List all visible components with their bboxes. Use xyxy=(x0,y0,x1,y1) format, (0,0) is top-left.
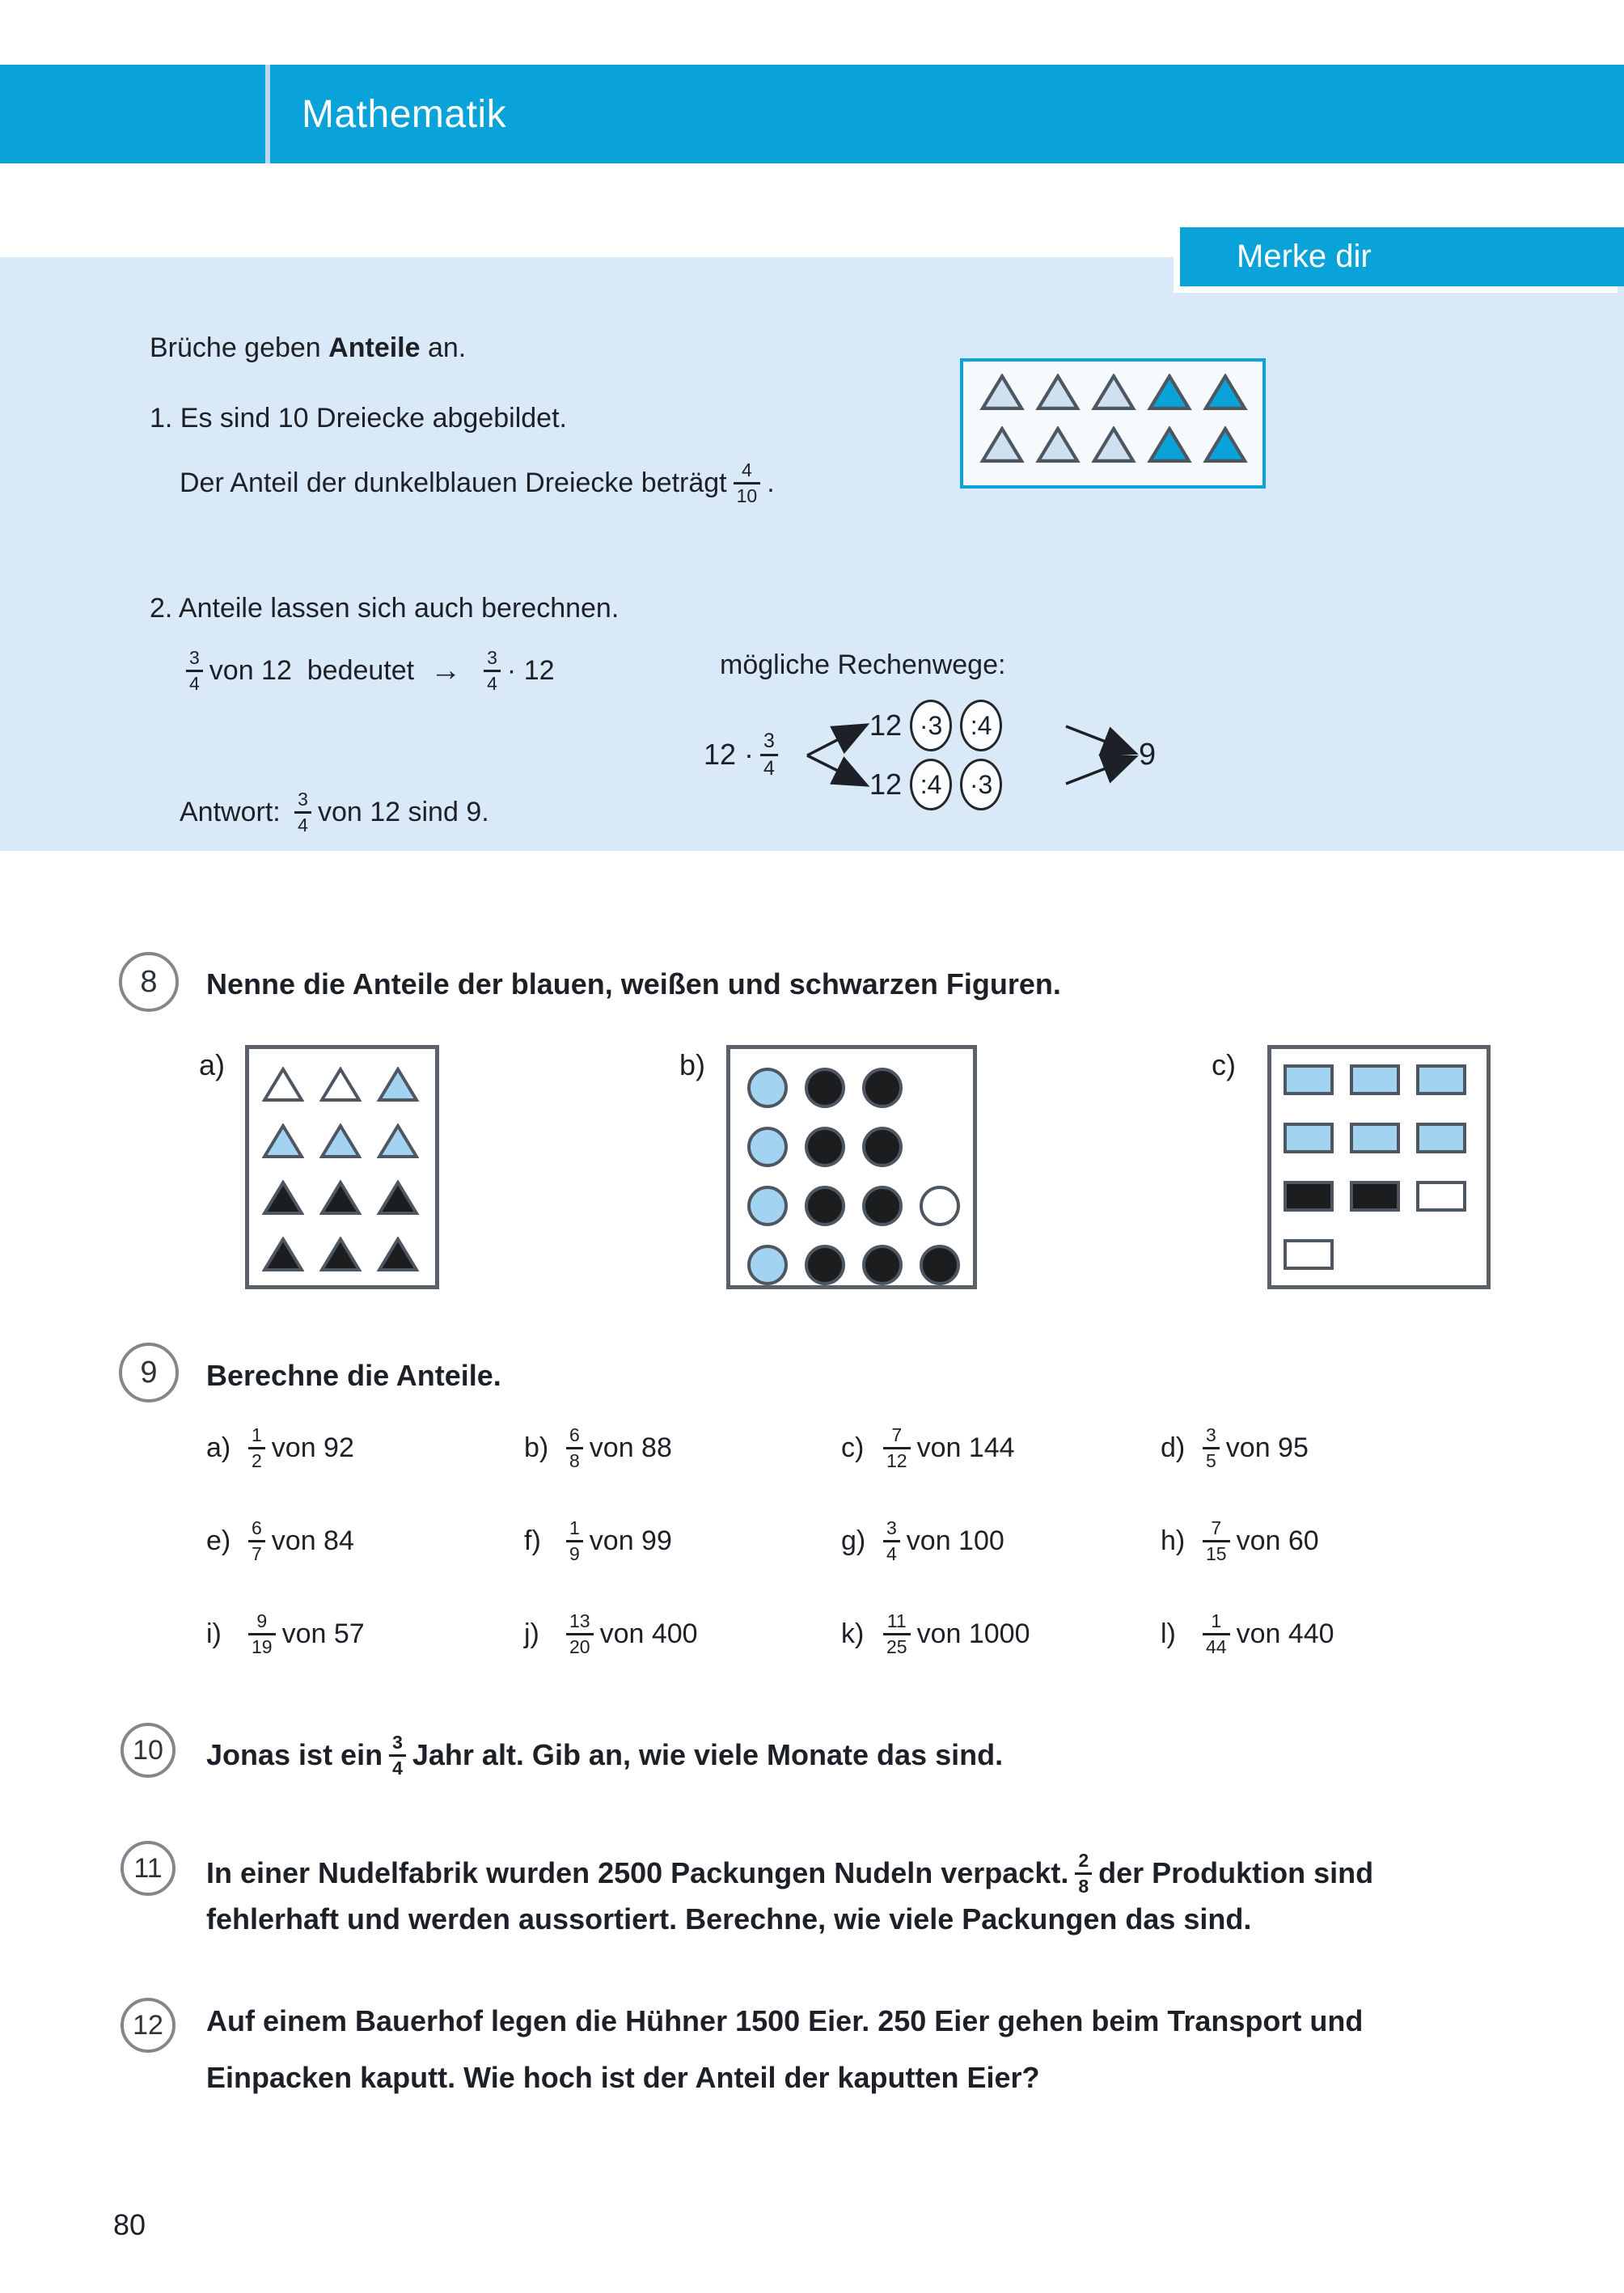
item-label: f) xyxy=(524,1525,541,1556)
figure-box-c xyxy=(1267,1045,1491,1289)
figure-box-b xyxy=(726,1045,977,1289)
figure-row xyxy=(1284,1064,1487,1095)
item-text: von 400 xyxy=(599,1618,698,1649)
exercise-10-text: Jonas ist ein $\frac{3}{4}$ Jahr alt. Gib an, wie viele Monate das sind. xyxy=(206,1731,1004,1779)
circle-shape xyxy=(747,1127,788,1167)
item-text: von 1000 xyxy=(916,1618,1030,1649)
operation-bubble: :4 xyxy=(910,759,952,810)
fraction: $\frac{3}{4}$ xyxy=(186,649,203,693)
fraction: $\frac{3}{5}$ xyxy=(1203,1426,1220,1470)
page-title xyxy=(302,65,506,163)
fraction-task-item xyxy=(524,1426,841,1470)
rect-shape xyxy=(1284,1239,1334,1270)
triangle-shape xyxy=(319,1067,362,1102)
triangle-shape xyxy=(1035,426,1081,463)
figure-c-label: c) xyxy=(1212,1048,1236,1081)
figure-row xyxy=(1284,1123,1487,1153)
item-label: i) xyxy=(206,1618,222,1649)
rect-shape xyxy=(1350,1181,1400,1212)
arrow-right-icon: → xyxy=(430,653,462,687)
fraction-task-item xyxy=(524,1612,841,1656)
item-label: a) xyxy=(206,1432,231,1463)
figure-row xyxy=(262,1237,435,1272)
triangle-shape xyxy=(319,1123,362,1159)
diagram-result: 9 xyxy=(1139,737,1157,772)
item-text: von 84 xyxy=(271,1525,354,1556)
exercise-8-title: Nenne die Anteile der blauen, weißen und schwarzen Figuren. xyxy=(206,967,1061,1001)
fraction-task-item xyxy=(841,1519,1161,1563)
fraction-task-item xyxy=(206,1426,524,1470)
exercise-8-number: 8 xyxy=(119,952,179,1012)
triangle-shape xyxy=(319,1237,362,1272)
circle-shape xyxy=(920,1245,960,1285)
figure-row xyxy=(747,1068,973,1108)
triangle-shape xyxy=(262,1237,304,1272)
figure-b-label: b) xyxy=(679,1048,706,1081)
calculation-diagram xyxy=(704,694,1173,815)
header-bar xyxy=(0,65,1624,163)
triangle-shape xyxy=(262,1123,304,1159)
merke-dir-badge xyxy=(1180,227,1624,286)
triangle-shape xyxy=(319,1180,362,1216)
circle-shape xyxy=(747,1068,788,1108)
fraction: $\frac{6}{7}$ xyxy=(248,1519,265,1563)
item-label: k) xyxy=(841,1618,865,1649)
circle-shape xyxy=(920,1186,960,1226)
circle-shape xyxy=(805,1068,845,1108)
figure-row xyxy=(262,1067,435,1102)
exercise-12-line-2: Einpacken kaputt. Wie hoch ist der Anteil der kaputten Eier? xyxy=(206,2061,1040,2094)
figure-row xyxy=(747,1127,973,1167)
item-label: e) xyxy=(206,1525,231,1556)
fraction: $\frac{13}{20}$ xyxy=(566,1612,594,1656)
antwort-line: Antwort: $\frac{3}{4}$ von 12 sind 9. xyxy=(180,788,489,836)
item-label: g) xyxy=(841,1525,866,1556)
fraction: $\frac{3}{4}$ xyxy=(760,731,778,779)
item-text: von 100 xyxy=(906,1525,1004,1556)
triangle-row xyxy=(979,374,1262,411)
figure-box-a xyxy=(245,1045,439,1289)
fraction: $\frac{7}{12}$ xyxy=(883,1426,911,1470)
triangle-example-box xyxy=(960,358,1266,489)
fraction-task-item xyxy=(841,1612,1161,1656)
diagram-start-term: 12 · $\frac{3}{4}$ xyxy=(704,694,785,815)
triangle-shape xyxy=(377,1123,419,1159)
triangle-shape xyxy=(1203,374,1248,411)
triangle-shape xyxy=(377,1067,419,1102)
triangle-shape xyxy=(262,1067,304,1102)
fraction-task-item xyxy=(1161,1426,1605,1470)
exercise-12-number: 12 xyxy=(121,1998,176,2053)
exercise-10-number: 10 xyxy=(121,1723,176,1778)
fraction-task-item xyxy=(1161,1519,1605,1563)
item-text: von 88 xyxy=(589,1432,672,1463)
exercise-11-line-1: In einer Nudelfabrik wurden 2500 Packungen Nudeln verpackt. $\frac{2}{8}$ der Produktion sind xyxy=(206,1849,1374,1897)
rect-shape xyxy=(1284,1181,1334,1212)
fraction-task-item xyxy=(524,1519,841,1563)
diagram-bottom-path: 12 :4 ·3 xyxy=(869,758,1002,811)
triangle-shape xyxy=(979,426,1025,463)
rect-shape xyxy=(1284,1064,1334,1095)
rect-shape xyxy=(1350,1064,1400,1095)
exercise-9-items xyxy=(206,1402,1605,1681)
page-number: 80 xyxy=(113,2208,146,2241)
fraction: $\frac{2}{8}$ xyxy=(1075,1851,1092,1896)
operation-bubble: ·3 xyxy=(910,700,952,751)
circle-shape xyxy=(862,1186,903,1226)
merke-intro: Brüche geben Anteile an. xyxy=(150,332,467,363)
exercise-12-line-1: Auf einem Bauerhof legen die Hühner 1500 Eier. 250 Eier gehen beim Transport und xyxy=(206,2004,1364,2037)
fraction: $\frac{3}{4}$ xyxy=(294,790,311,835)
circle-shape xyxy=(862,1245,903,1285)
fraction: $\frac{1}{2}$ xyxy=(248,1426,265,1470)
page-title-text: Mathematik xyxy=(302,92,507,136)
fraction: $\frac{3}{4}$ xyxy=(389,1733,406,1778)
circle-shape xyxy=(747,1245,788,1285)
merke-point-1b: Der Anteil der dunkelblauen Dreiecke beträgt $\frac{4}{10}$ . xyxy=(180,459,775,506)
figure-a-label: a) xyxy=(199,1048,226,1081)
item-text: von 92 xyxy=(271,1432,354,1463)
circle-shape xyxy=(747,1186,788,1226)
triangle-shape xyxy=(1091,426,1136,463)
exercise-11-line-2: fehlerhaft und werden aussortiert. Berechne, wie viele Packungen das sind. xyxy=(206,1902,1252,1936)
triangle-shape xyxy=(262,1180,304,1216)
triangle-shape xyxy=(1147,374,1192,411)
merke-dir-label: Merke dir xyxy=(1237,239,1372,274)
fraction: $\frac{3}{4}$ xyxy=(484,649,501,693)
triangle-shape xyxy=(1091,374,1136,411)
item-label: d) xyxy=(1161,1432,1186,1463)
fraction: $\frac{1}{44}$ xyxy=(1203,1612,1230,1656)
merke-point-1: 1. Es sind 10 Dreiecke abgebildet. xyxy=(150,403,567,434)
item-text: von 440 xyxy=(1236,1618,1334,1649)
header-divider xyxy=(265,65,270,163)
rect-shape xyxy=(1416,1123,1466,1153)
triangle-shape xyxy=(1147,426,1192,463)
rect-shape xyxy=(1416,1064,1466,1095)
fraction: $\frac{9}{19}$ xyxy=(248,1612,276,1656)
exercise-9-title: Berechne die Anteile. xyxy=(206,1359,501,1392)
operation-bubble: :4 xyxy=(960,700,1002,751)
triangle-shape xyxy=(377,1180,419,1216)
item-label: b) xyxy=(524,1432,549,1463)
rect-shape xyxy=(1350,1123,1400,1153)
circle-shape xyxy=(805,1245,845,1285)
rect-shape xyxy=(1416,1181,1466,1212)
circle-shape xyxy=(862,1127,903,1167)
rechenwege-label: mögliche Rechenwege: xyxy=(720,649,1006,680)
fraction: $\frac{6}{8}$ xyxy=(566,1426,583,1470)
fraction: $\frac{1}{9}$ xyxy=(566,1519,583,1563)
circle-shape xyxy=(805,1127,845,1167)
fraction: $\frac{4}{10}$ xyxy=(734,461,761,506)
item-label: h) xyxy=(1161,1525,1186,1556)
merke-point-2: 2. Anteile lassen sich auch berechnen. xyxy=(150,593,620,624)
fraction-task-item xyxy=(1161,1612,1605,1656)
fraction: $\frac{3}{4}$ xyxy=(883,1519,900,1563)
triangle-shape xyxy=(1035,374,1081,411)
triangle-row xyxy=(979,426,1262,463)
item-text: von 57 xyxy=(281,1618,365,1649)
formula-line: $\frac{3}{4}$ von 12 bedeutet → $\frac{3}{4}$ · 12 xyxy=(180,641,555,700)
rect-shape xyxy=(1284,1123,1334,1153)
fraction-task-item xyxy=(206,1519,524,1563)
circle-shape xyxy=(805,1186,845,1226)
fraction-task-item xyxy=(841,1426,1161,1470)
diagram-top-path: 12 ·3 :4 xyxy=(869,699,1002,752)
triangle-shape xyxy=(979,374,1025,411)
item-text: von 144 xyxy=(916,1432,1015,1463)
figure-row xyxy=(747,1186,973,1226)
figure-row xyxy=(1284,1181,1487,1212)
figure-row xyxy=(262,1180,435,1216)
fraction: $\frac{11}{25}$ xyxy=(883,1612,911,1656)
item-label: j) xyxy=(524,1618,539,1649)
item-label: c) xyxy=(841,1432,865,1463)
triangle-shape xyxy=(1203,426,1248,463)
item-text: von 95 xyxy=(1225,1432,1309,1463)
fraction-task-item xyxy=(206,1612,524,1656)
exercise-11-number: 11 xyxy=(121,1841,176,1896)
figure-row xyxy=(747,1245,973,1285)
exercise-9-number: 9 xyxy=(119,1343,179,1402)
circle-shape xyxy=(862,1068,903,1108)
item-text: von 99 xyxy=(589,1525,672,1556)
figure-row xyxy=(262,1123,435,1159)
triangle-shape xyxy=(377,1237,419,1272)
fraction: $\frac{7}{15}$ xyxy=(1203,1519,1230,1563)
operation-bubble: ·3 xyxy=(960,759,1002,810)
item-text: von 60 xyxy=(1236,1525,1319,1556)
figure-row xyxy=(1284,1239,1487,1270)
item-label: l) xyxy=(1161,1618,1176,1649)
